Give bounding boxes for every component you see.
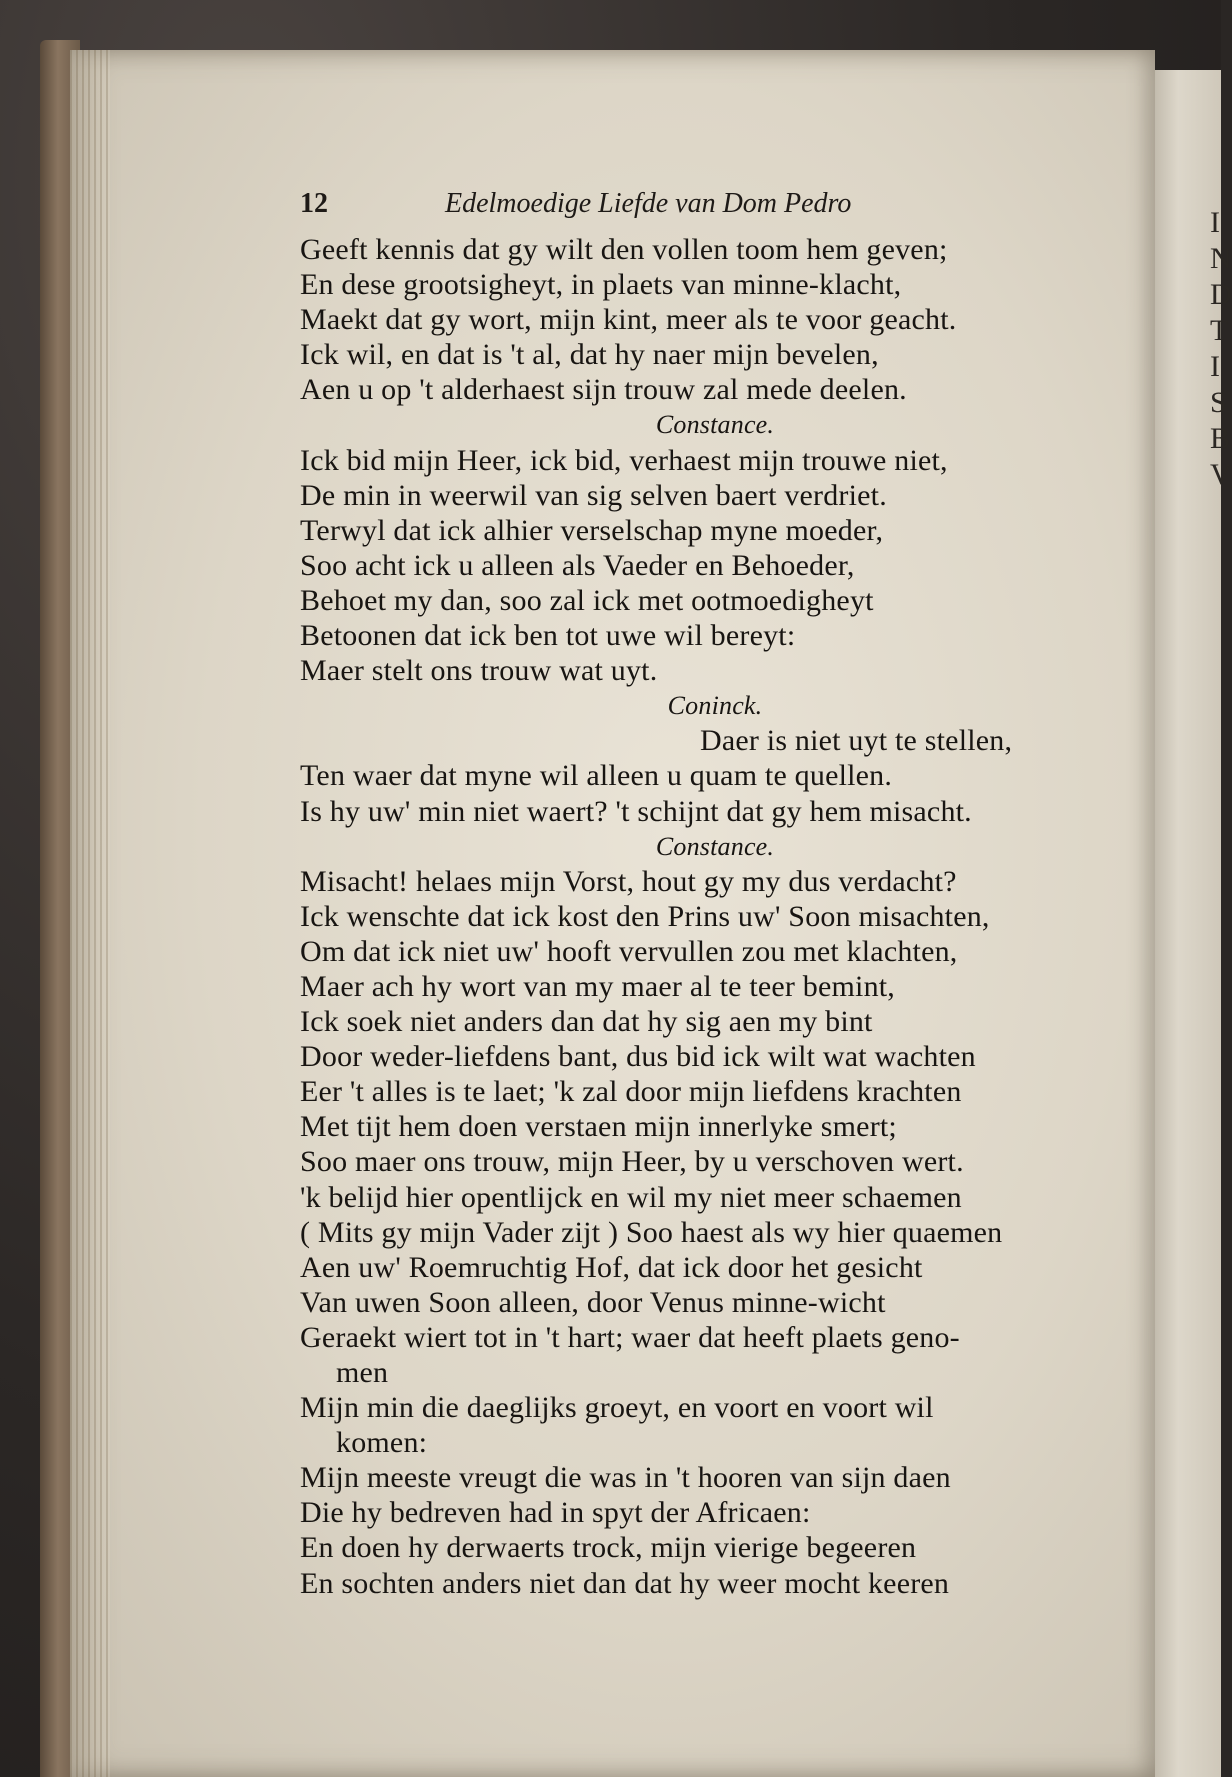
- verse-line: Geraekt wiert tot in 't hart; waer dat heeft plaets geno-: [300, 1320, 960, 1354]
- verse-line: Betoonen dat ick ben tot uwe wil bereyt:: [300, 619, 796, 653]
- page-header: [300, 188, 960, 228]
- verse-line: De min in weerwil van sig selven baert verdriet.: [300, 478, 887, 512]
- verse-line: En sochten anders niet dan dat hy weer mocht keeren: [300, 1566, 950, 1600]
- verse-turnover: komen:: [336, 1426, 428, 1460]
- verse-turnover: men: [336, 1356, 389, 1389]
- verse-line: En doen hy derwaerts trock, mijn vierige begeeren: [300, 1531, 917, 1565]
- verse-line: Eer 't alles is te laet; 'k zal door mijn liefdens krachten: [300, 1075, 962, 1109]
- speaker-name: Constance.: [655, 831, 775, 861]
- verse-line: Behoet my dan, soo zal ick met ootmoedigheyt: [300, 583, 874, 617]
- verse-line: 'k belijd hier opentlijck en wil my niet meer schaemen: [300, 1180, 962, 1214]
- verse-line: Van uwen Soon alleen, door Venus minne-wicht: [300, 1285, 886, 1319]
- verse-line: Misacht! helaes mijn Vorst, hout gy my dus verdacht?: [300, 864, 957, 898]
- verse-line: Door weder-liefdens bant, dus bid ick wilt wat wachten: [300, 1040, 976, 1074]
- speaker-name: Constance.: [655, 410, 775, 440]
- verse-line: Mijn min die daeglijks groeyt, en voort en voort wil: [300, 1391, 934, 1425]
- facing-page-edge: [1150, 70, 1232, 1777]
- verse-line: Die hy bedreven had in spyt der Africaen:: [300, 1496, 811, 1530]
- verse-line: Geeft kennis dat gy wilt den vollen toom hem geven;: [300, 233, 948, 266]
- verse-line: ( Mits gy mijn Vader zijt ) Soo haest als wy hier quaemen: [300, 1215, 1003, 1249]
- verse-line: Terwyl dat ick alhier verselschap myne moeder,: [300, 513, 884, 547]
- verse-line: Is hy uw' min niet waert? 't schijnt dat gy hem misacht.: [300, 794, 972, 828]
- verse-text-block: [300, 232, 1090, 1601]
- verse-line: Mijn meeste vreugt die was in 't hooren van sijn daen: [300, 1461, 951, 1495]
- verse-line: Ick wil, en dat is 't al, dat hy naer mijn bevelen,: [300, 338, 879, 372]
- verse-line: Ick bid mijn Heer, ick bid, verhaest mijn trouwe niet,: [300, 443, 948, 477]
- speaker-name: Coninck.: [667, 691, 763, 721]
- verse-line: Aen u op 't alderhaest sijn trouw zal mede deelen.: [300, 373, 907, 407]
- verse-line: Ick soek niet anders dan dat hy sig aen my bint: [300, 1005, 873, 1039]
- verse-line: Ick wenschte dat ick kost den Prins uw' Soon misachten,: [300, 899, 990, 933]
- verse-line: Ten waer dat myne wil alleen u quam te quellen.: [300, 759, 893, 793]
- verse-line: Soo maer ons trouw, mijn Heer, by u verschoven wert.: [300, 1145, 964, 1179]
- running-title: Edelmoedige Liefde van Dom Pedro: [445, 188, 852, 219]
- verse-line: Om dat ick niet uw' hooft vervullen zou met klachten,: [300, 934, 958, 968]
- verse-line: Maer stelt ons trouw wat uyt.: [300, 654, 658, 688]
- verse-line: Maer ach hy wort van my maer al te teer bemint,: [300, 969, 896, 1003]
- verse-line: Aen uw' Roemruchtig Hof, dat ick door het gesicht: [300, 1250, 923, 1284]
- verse-line: Maekt dat gy wort, mijn kint, meer als te voor geacht.: [300, 303, 957, 337]
- verse-line: Soo acht ick u alleen als Vaeder en Behoeder,: [300, 548, 855, 582]
- verse-line: En dese grootsigheyt, in plaets van minne-klacht,: [300, 268, 902, 302]
- verse-line: Daer is niet uyt te stellen,: [700, 724, 1013, 758]
- verse-line: Met tijt hem doen verstaen mijn innerlyke smert;: [300, 1110, 897, 1144]
- page-number: 12: [300, 188, 328, 219]
- facing-page-letters: I N D T I S B V: [1210, 206, 1232, 491]
